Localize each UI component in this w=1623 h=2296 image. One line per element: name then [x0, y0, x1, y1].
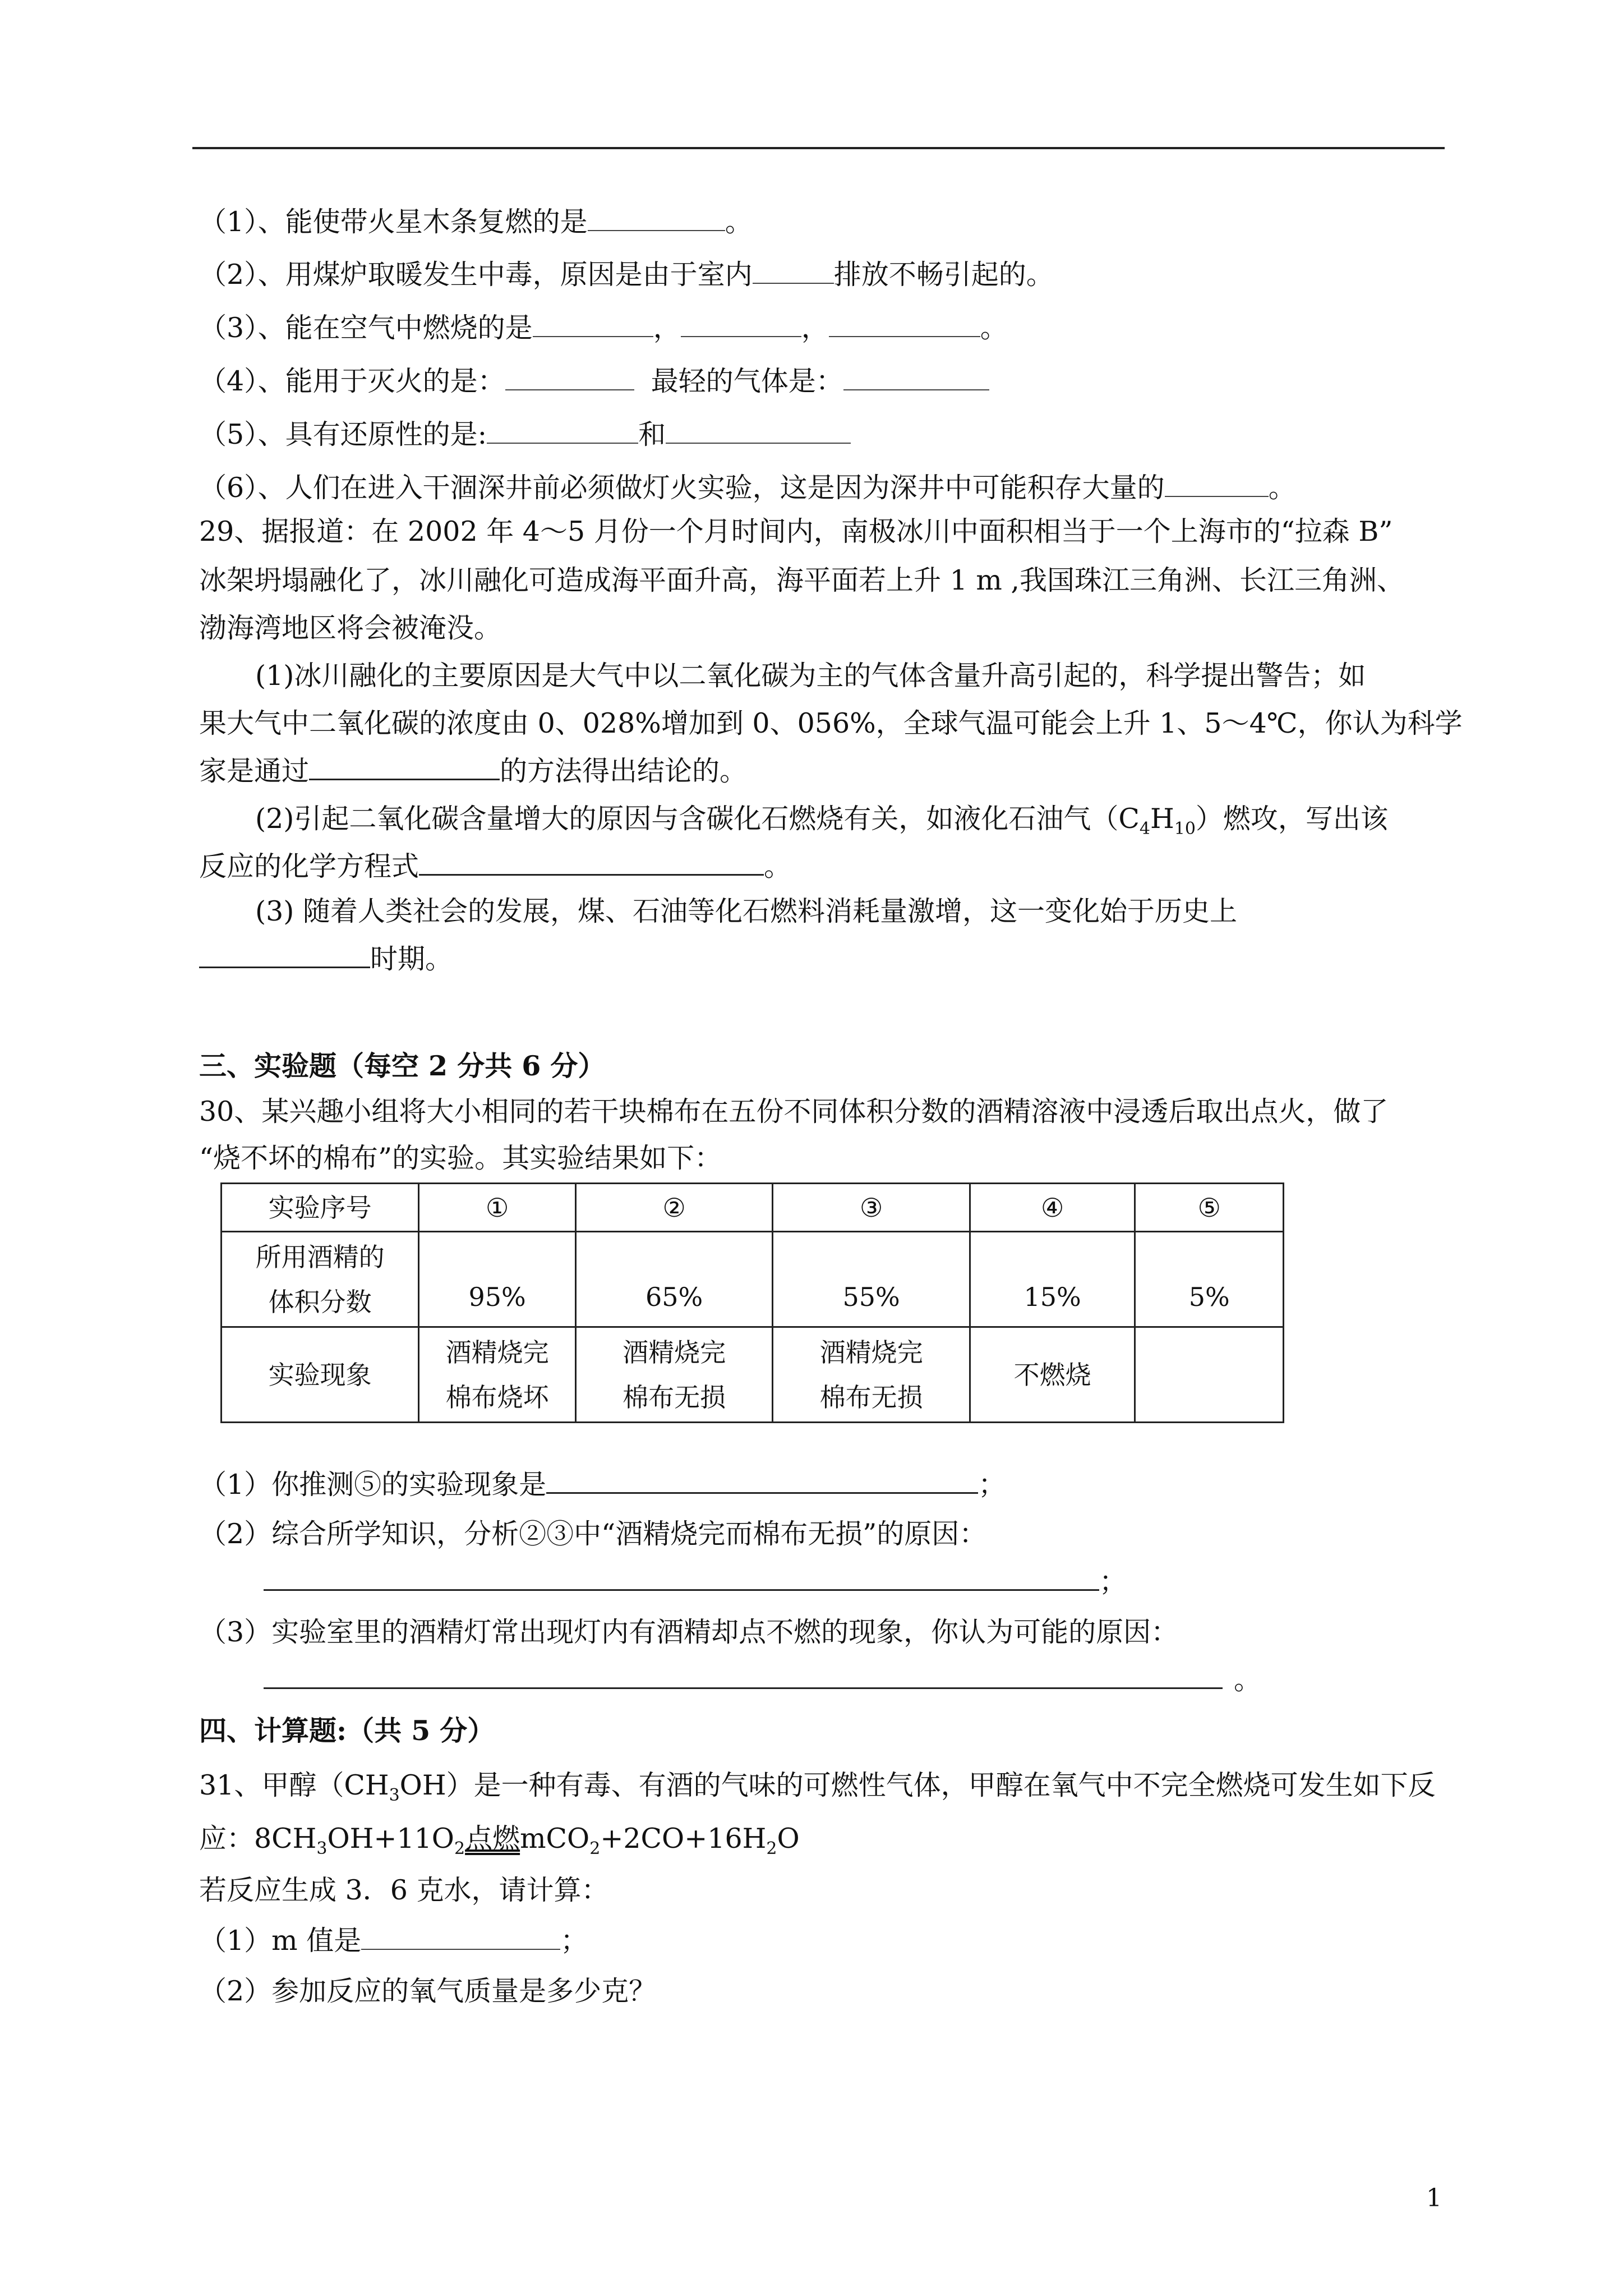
answer-blank[interactable]: [199, 944, 370, 968]
answer-blank[interactable]: [361, 1926, 560, 1950]
answer-blank[interactable]: [419, 852, 764, 876]
q29-sub1-blank-line: 家是通过 的方法得出结论的。: [199, 755, 748, 787]
table-cell: 15%: [970, 1232, 1135, 1327]
q31-sub1: （1）m 值是 ；: [199, 1925, 588, 1957]
answer-blank[interactable]: [533, 314, 653, 337]
table-row: [222, 1327, 1284, 1423]
q29-text: 29、据报道：在 2002 年 4～5 月份一个月时间内，南极冰川中面积相当于一个上海市的“拉森 B”: [199, 516, 1393, 547]
table-header-cell: ⑤: [1135, 1184, 1284, 1232]
q29-sub1: (1)冰川融化的主要原因是大气中以二氧化碳为主的气体含量升高引起的，科学提出警告；如: [255, 660, 1366, 692]
table-header-cell: ③: [773, 1184, 970, 1232]
answer-blank[interactable]: [1165, 473, 1269, 497]
q30-text: 30、某兴趣小组将大小相同的若干块棉布在五份不同体积分数的酒精溶液中浸透后取出点火，做了: [199, 1096, 1389, 1128]
answer-blank[interactable]: [753, 260, 834, 284]
table-cell: 不燃烧: [970, 1327, 1135, 1423]
q31-text: 31、甲醇$(CH_3OH)$是一种有毒、有酒的气味的可燃性气体，甲醇在氧气中不完全燃烧可发生如下反: [199, 1769, 1436, 1805]
table-cell: 酒精烧完 棉布无损: [575, 1327, 772, 1423]
answer-blank[interactable]: [666, 420, 851, 444]
q30-text: “烧不坏的棉布”的实验。其实验结果如下：: [199, 1142, 722, 1174]
q30-sub3-blank-line: 。: [264, 1663, 1261, 1697]
q29-sub3-blank-line: 时期。: [199, 942, 453, 976]
q28-item-4: （4）、能用于灭火的是： 最轻的气体是：: [199, 365, 989, 398]
answer-blank[interactable]: [264, 1665, 1223, 1689]
q28-item-1: （1）、能使带火星木条复燃的是 。: [199, 206, 753, 238]
answer-blank[interactable]: [588, 208, 725, 231]
page-number: 1: [1426, 2184, 1442, 2212]
table-cell: [1135, 1327, 1284, 1423]
table-row-label: 所用酒精的 体积分数: [222, 1232, 419, 1327]
q28-item-2: （2）、用煤炉取暖发生中毒，原因是由于室内 排放不畅引起的。: [199, 259, 1054, 291]
q28-item-6: （6）、人们在进入干涸深井前必须做灯火实验，这是因为深井中可能积存大量的 。: [199, 472, 1296, 504]
header-rule: [192, 147, 1445, 149]
table-cell: 酒精烧完 棉布无损: [773, 1327, 970, 1423]
q31-sub2: （2）参加反应的氧气质量是多少克？: [199, 1975, 657, 2007]
q29-sub3: (3) 随着人类社会的发展，煤、石油等化石燃料消耗量激增，这一变化始于历史上: [255, 895, 1237, 927]
q28-item-3: （3）、能在空气中燃烧的是 ， ， 。: [199, 312, 1008, 344]
answer-blank[interactable]: [829, 314, 980, 337]
table-header-cell: ④: [970, 1184, 1135, 1232]
q28-item-5: （5）、具有还原性的是: 和: [199, 418, 851, 452]
table-cell: 5%: [1135, 1232, 1284, 1327]
q30-sub1: （1）你推测⑤的实验现象是 ；: [199, 1469, 1006, 1501]
q29-sub2-blank-line: 反应的化学方程式 。: [199, 850, 792, 882]
answer-blank[interactable]: [681, 314, 801, 337]
answer-blank[interactable]: [546, 1470, 978, 1494]
answer-blank[interactable]: [505, 367, 634, 390]
table-cell: 95%: [419, 1232, 576, 1327]
table-cell: 55%: [773, 1232, 970, 1327]
q31-text: 若反应生成 3．6 克水，请计算：: [199, 1874, 609, 1906]
q31-equation: 应：$8CH_3OH+11O_2$点燃$mCO_2+2CO+16H_2O$: [199, 1823, 800, 1858]
table-row-label: 实验现象: [222, 1327, 419, 1423]
q29-sub1: 果大气中二氧化碳的浓度由 0、028%增加到 0、056%，全球气温可能会上升 1、5～4℃，你认为科学: [199, 707, 1463, 739]
table-row: [222, 1232, 1284, 1327]
q29-text: 冰架坍塌融化了，冰川融化可造成海平面升高，海平面若上升 1 m ,我国珠江三角洲、长江三角洲、: [199, 564, 1404, 596]
experiment-table: [220, 1182, 1284, 1423]
table-header-cell: ①: [419, 1184, 576, 1232]
section-title-experiment: 三、实验题（每空 2 分共 6 分）: [199, 1050, 606, 1082]
q30-sub2: （2）综合所学知识，分析②③中“酒精烧完而棉布无损”的原因：: [199, 1518, 987, 1550]
table-cell: 65%: [575, 1232, 772, 1327]
table-header-cell: 实验序号: [222, 1184, 419, 1232]
answer-blank[interactable]: [487, 420, 638, 444]
answer-blank[interactable]: [264, 1567, 1099, 1591]
table-cell: 酒精烧完 棉布烧坏: [419, 1327, 576, 1423]
section-title-calculation: 四、计算题:（共 5 分）: [199, 1714, 495, 1747]
table-header-cell: ②: [575, 1184, 772, 1232]
reaction-condition: 点燃: [465, 1823, 520, 1855]
answer-blank[interactable]: [843, 367, 989, 390]
q30-sub3: （3）实验室里的酒精灯常出现灯内有酒精却点不燃的现象，你认为可能的原因：: [199, 1616, 1179, 1648]
table-row: [222, 1184, 1284, 1232]
q29-sub2: (2)引起二氧化碳含量增大的原因与含碳化石燃烧有关，如液化石油气$(C_4H_{10})$燃攻，写出该: [255, 803, 1388, 839]
q30-sub2-blank-line: ；: [264, 1565, 1127, 1599]
answer-blank[interactable]: [309, 756, 500, 780]
q29-text: 渤海湾地区将会被淹没。: [199, 612, 502, 644]
